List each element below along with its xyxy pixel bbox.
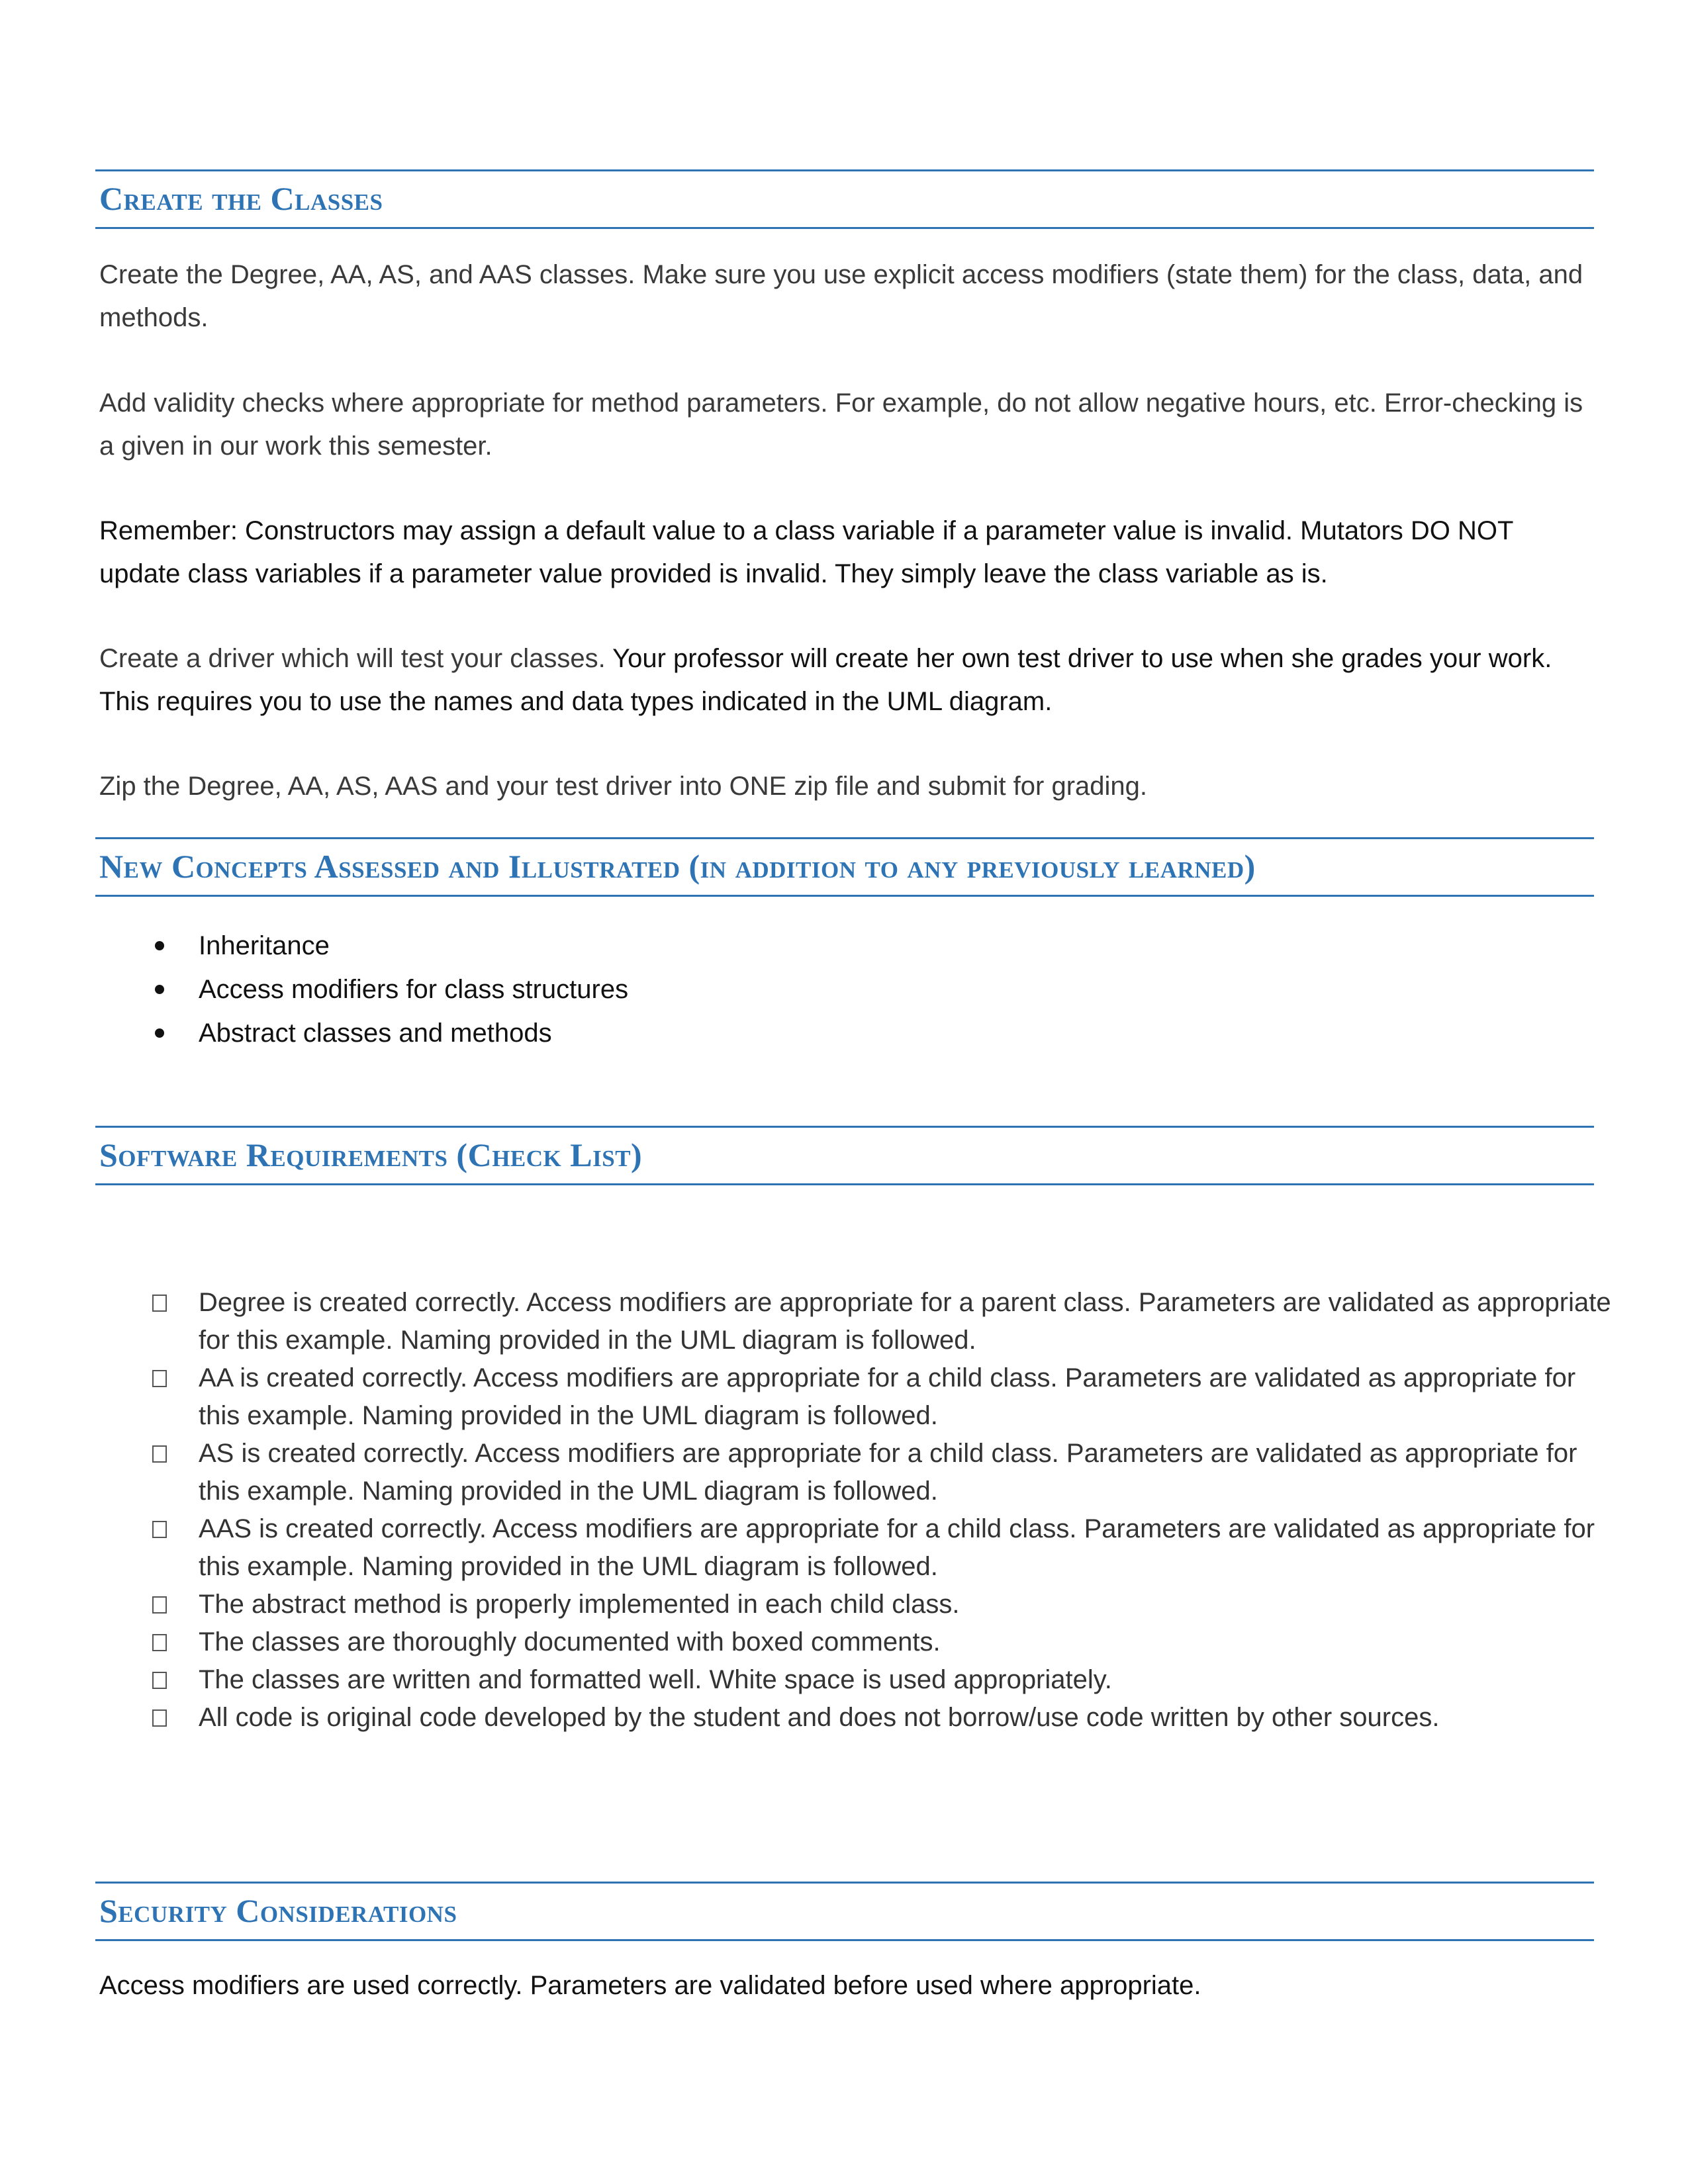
checkbox[interactable] (152, 1521, 167, 1538)
software-requirements-header (95, 1126, 1594, 1185)
driver-instruction-text: Create a driver which will test your classes. (99, 644, 613, 673)
checkbox[interactable] (152, 1634, 167, 1651)
check-list-item-label: Degree is created correctly. Access modifiers are appropriate for a parent class. Parameters are validated as appropriate for this example. Naming provided in the UML diagram is followed. (199, 1288, 1611, 1355)
check-list-item (99, 1699, 1622, 1737)
checkbox[interactable] (152, 1445, 167, 1463)
list-item-label: Abstract classes and methods (199, 1019, 552, 1048)
checkbox[interactable] (152, 1709, 167, 1727)
check-list-item (99, 1359, 1622, 1435)
checkbox[interactable] (152, 1295, 167, 1312)
security-paragraph: Access modifiers are used correctly. Parameters are validated before used where appropriate. (99, 1971, 1201, 2000)
list-item (99, 1011, 628, 1055)
check-list-item (99, 1284, 1622, 1359)
list-item-label: Access modifiers for class structures (199, 975, 629, 1004)
requirements-check-list (99, 1284, 1622, 1737)
checkbox[interactable] (152, 1672, 167, 1689)
create-classes-paragraph-3: Remember: Constructors may assign a default value to a class variable if a parameter value is invalid. Mutators DO NOT update class variables if a parameter value provided is invalid. They simply leave the class variable as is. (99, 516, 1513, 588)
new-concepts-list (99, 924, 628, 1055)
checkbox[interactable] (152, 1370, 167, 1387)
check-list-item-label: All code is original code developed by the student and does not borrow/use code written by other sources. (199, 1703, 1440, 1732)
new-concepts-header (95, 837, 1594, 897)
create-classes-paragraph-2: Add validity checks where appropriate for method parameters. For example, do not allow negative hours, etc. Error-checking is a given in our work this semester. (99, 388, 1583, 461)
bullet-icon (155, 985, 164, 994)
create-classes-header (95, 169, 1594, 229)
list-item (99, 924, 628, 968)
check-list-item-label: AA is created correctly. Access modifiers are appropriate for a child class. Parameters are validated as appropriate for this example. Naming provided in the UML diagram is followed. (199, 1363, 1576, 1430)
list-item (99, 968, 628, 1011)
check-list-item (99, 1586, 1622, 1623)
check-list-item (99, 1661, 1622, 1699)
list-item-label: Inheritance (199, 931, 330, 960)
new-concepts-title: New Concepts Assessed and Illustrated (in addition to any previously learned) (99, 848, 1256, 885)
security-considerations-header (95, 1882, 1594, 1941)
check-list-item-label: The classes are thoroughly documented with boxed comments. (199, 1627, 941, 1657)
check-list-item (99, 1623, 1622, 1661)
create-classes-paragraph-5: Zip the Degree, AA, AS, AAS and your test driver into ONE zip file and submit for grading. (99, 772, 1148, 801)
create-classes-paragraph-4 (99, 637, 1595, 723)
check-list-item-label: AAS is created correctly. Access modifiers are appropriate for a child class. Parameters are validated as appropriate for this example. Naming provided in the UML diagram is followed. (199, 1514, 1595, 1581)
check-list-item (99, 1510, 1622, 1586)
bullet-icon (155, 941, 164, 950)
security-considerations-title: Security Considerations (99, 1892, 457, 1929)
create-classes-title: Create the Classes (99, 180, 383, 217)
checkbox[interactable] (152, 1596, 167, 1614)
check-list-item (99, 1435, 1622, 1510)
professor-driver-text: Your professor will create her own test driver to use when she grades your work. This requires you to use the names and data types indicated in the UML diagram. (99, 644, 1552, 716)
bullet-icon (155, 1028, 164, 1038)
check-list-item-label: The classes are written and formatted well. White space is used appropriately. (199, 1665, 1112, 1694)
software-requirements-title: Software Requirements (Check List) (99, 1136, 643, 1173)
check-list-item-label: AS is created correctly. Access modifiers are appropriate for a child class. Parameters are validated as appropriate for this example. Naming provided in the UML diagram is followed. (199, 1439, 1577, 1506)
create-classes-paragraph-1: Create the Degree, AA, AS, and AAS classes. Make sure you use explicit access modifiers (state them) for the class, data, and methods. (99, 260, 1583, 332)
check-list-item-label: The abstract method is properly implemented in each child class. (199, 1590, 960, 1619)
